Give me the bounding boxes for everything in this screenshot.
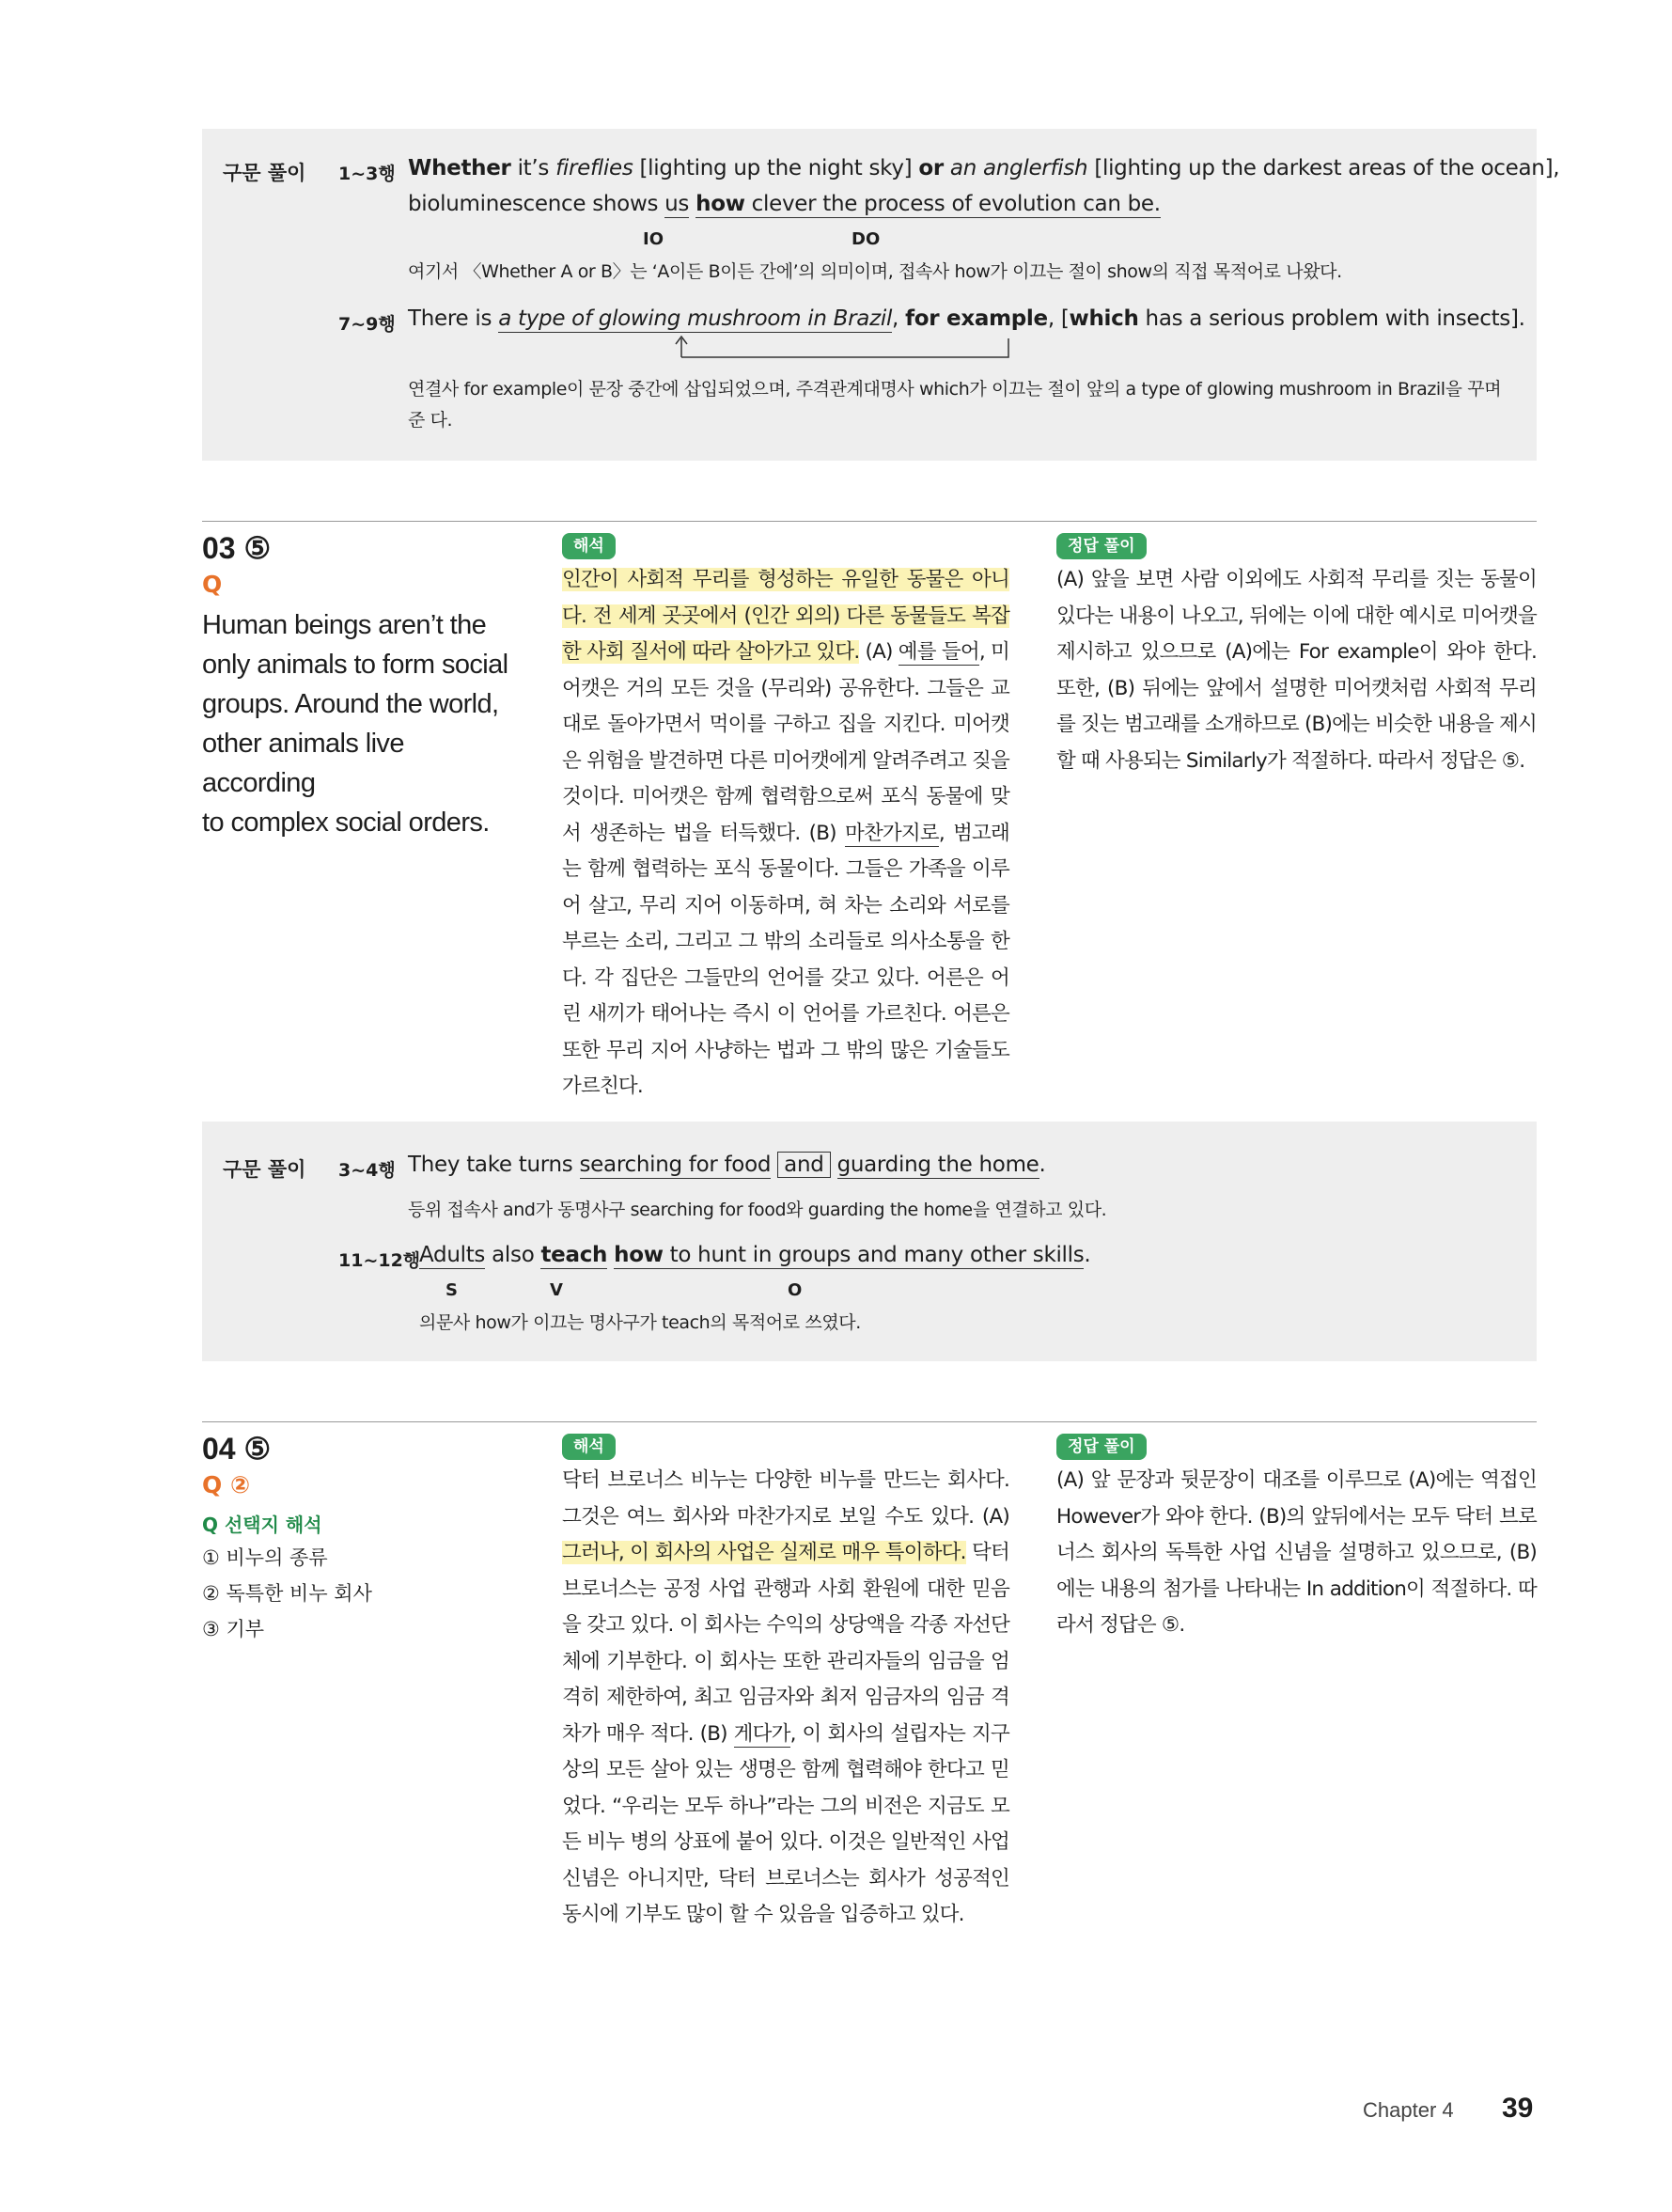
answer-tag: 정답 풀이 — [1056, 533, 1147, 559]
q-marker: Q ② — [202, 1471, 251, 1498]
grammar-label: 구문 풀이 — [223, 162, 306, 184]
translation-tag: 해석 — [562, 533, 616, 559]
question-number: 03 ⑤ — [202, 531, 272, 565]
choice-list — [202, 1540, 372, 1647]
answer-tag: 정답 풀이 — [1056, 1434, 1147, 1460]
answer-explanation: (A) 앞을 보면 사람 이외에도 사회적 무리를 짓는 동물이 있다는 내용이 나오고, 뒤에는 이에 대한 예시로 미어캣을 제시하고 있으므로 (A)에는 For example이 와야 한다. 또한, (B) 뒤에는 앞에서 설명한 미어캣처럼 사회적 무리를 짓는 범고래를 소개하므로 (B)에는 비슷한 내용을 제시할 때 사용되는 Similarly가 적절하다. 따라서 정답은 ⑤. — [1056, 568, 1537, 773]
example-sentence: Whether it’s fireflies [lighting up the night sky] or an anglerfish [lighting up the darkest areas of the ocean], — [408, 156, 1560, 180]
choice-item: ③ 기부 — [202, 1618, 265, 1640]
grammar-note: 등위 접속사 and가 동명사구 searching for food와 guarding the home을 연결하고 있다. — [408, 1200, 1107, 1220]
chapter-label: Chapter 4 — [1363, 2098, 1454, 2122]
example-sentence-cont: bioluminescence shows us how clever the process of evolution can be. — [408, 192, 1161, 216]
role-s: S — [445, 1280, 458, 1300]
q-marker: Q — [202, 571, 223, 598]
choice-title: Q 선택지 해석 — [202, 1514, 322, 1536]
section-divider — [202, 1421, 1537, 1422]
role-v: V — [550, 1280, 563, 1300]
example-sentence: They take turns searching for food and guarding the home. — [408, 1153, 1046, 1177]
example-sentence: Adults also teach how to hunt in groups and many other skills. — [419, 1243, 1091, 1267]
line-number: 1~3행 — [338, 164, 396, 184]
line-number: 3~4행 — [338, 1160, 396, 1181]
question-english: Human beings aren’t the only animals to form social groups. Around the world, other animals live according to complex social orders. — [202, 610, 508, 838]
grammar-note: 의문사 how가 이끄는 명사구가 teach의 목적어로 쓰였다. — [419, 1312, 861, 1333]
grammar-note: 연결사 for example이 문장 중간에 삽입되었으며, 주격관계대명사 which가 이끄는 절이 앞의 a type of glowing mushroom in Brazil을 꾸며준 다. — [408, 379, 1502, 431]
translation-tag: 해석 — [562, 1434, 616, 1460]
line-number: 7~9행 — [338, 314, 396, 335]
role-o: O — [788, 1280, 803, 1300]
question-number: 04 ⑤ — [202, 1432, 272, 1466]
translation-text: 닥터 브로너스 비누는 다양한 비누를 만드는 회사다. 그것은 여느 회사와 마찬가지로 보일 수도 있다. (A) 그러나, 이 회사의 사업은 실제로 매우 특이하다. 닥터 브로너스는 공정 사업 관행과 사회 환원에 대한 믿음을 갖고 있다. 이 회사는 수익의 상당액을 각종 자선단체에 기부한다. 이 회사는 또한 관리자들의 임금을 엄격히 제한하여, 최고 임금자와 최저 임금자의 임금 격차가 매우 적다. (B) 게다가, 이 회사의 설립자는 지구상의 모든 살아 있는 생명은 함께 협력해야 한다고 믿었다. “우리는 모두 하나”라는 그의 비전은 지금도 모든 비누 병의 상표에 붙어 있다. 이것은 일반적인 사업 신념은 아니지만, 닥터 브로너스는 회사가 성공적인 동시에 기부도 많이 할 수 있음을 입증하고 있다. — [562, 1468, 1009, 1926]
answer-explanation: (A) 앞 문장과 뒷문장이 대조를 이루므로 (A)에는 역접인 However가 와야 한다. (B)의 앞뒤에서는 모두 닥터 브로너스 회사의 독특한 사업 신념을 설명하고 있으므로, (B)에는 내용의 첨가를 나타내는 In addition이 적절하다. 따라서 정답은 ⑤. — [1056, 1468, 1537, 1637]
example-sentence: There is a type of glowing mushroom in Brazil, for example, [which has a serious problem with insects]. — [408, 306, 1525, 331]
grammar-note: 여기서 〈Whether A or B〉는 ‘A이든 B이든 간에’의 의미이며, 접속사 how가 이끄는 절이 show의 직접 목적어로 나왔다. — [408, 261, 1342, 282]
translation-text: 인간이 사회적 무리를 형성하는 유일한 동물은 아니다. 전 세계 곳곳에서 (인간 외의) 다른 동물들도 복잡한 사회 질서에 따라 살아가고 있다. (A) 예를 들어, 미어캣은 거의 모든 것을 (무리와) 공유한다. 그들은 교대로 돌아가면서 먹이를 구하고 집을 지킨다. 미어캣은 위험을 발견하면 다른 미어캣에게 알려주려고 짖을 것이다. 미어캣은 함께 협력함으로써 포식 동물에 맞서 생존하는 법을 터득했다. (B) 마찬가지로, 범고래는 함께 협력하는 포식 동물이다. 그들은 가족을 이루어 살고, 무리 지어 이동하며, 혀 차는 소리와 서로를 부르는 소리, 그리고 그 밖의 소리들로 의사소통을 한다. 각 집단은 그들만의 언어를 갖고 있다. 어른은 어린 새끼가 태어나는 즉시 이 언어를 가르친다. 어른은 또한 무리 지어 사냥하는 법과 그 밖의 많은 기술들도 가르친다. — [562, 568, 1010, 1098]
grammar-label: 구문 풀이 — [223, 1158, 306, 1181]
choice-item: ① 비누의 종류 — [202, 1546, 328, 1569]
section-divider — [202, 521, 1537, 522]
modifier-arrow — [672, 335, 1020, 361]
choice-item: ② 독특한 비누 회사 — [202, 1582, 372, 1605]
page-number: 39 — [1502, 2093, 1534, 2124]
line-number: 11~12행 — [338, 1250, 421, 1271]
role-do: DO — [852, 229, 881, 249]
role-io: IO — [643, 229, 664, 249]
